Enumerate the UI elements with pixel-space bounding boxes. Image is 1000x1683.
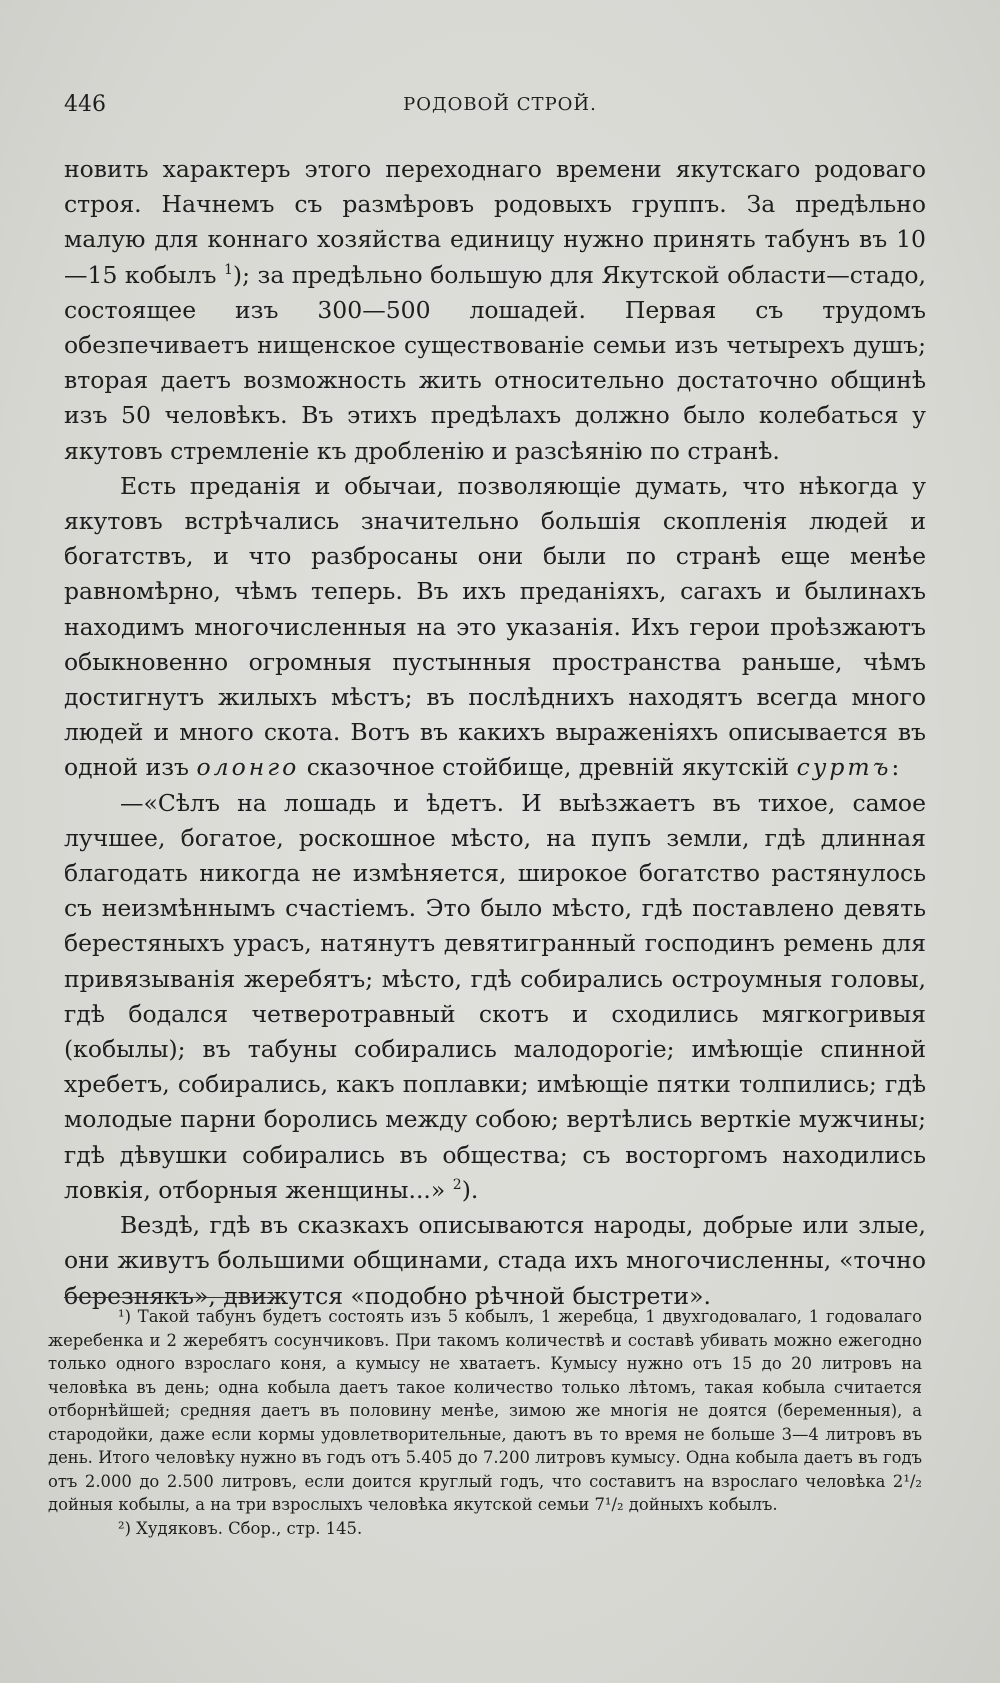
paragraph-2 (64, 469, 926, 786)
footnotes (48, 1305, 922, 1540)
paragraph-2-text-c: : (891, 753, 900, 782)
paragraph-3-quote (64, 786, 926, 1208)
footnote-divider (64, 1297, 284, 1298)
running-head: РОДОВОЙ СТРОЙ. (403, 94, 597, 115)
paragraph-1-end: ); за предѣльно большую для Якутской области—стадо, состоящее изъ 300—500 лошадей. Первая съ трудомъ обезпечиваетъ нищенское существованіе семьи изъ четырехъ душъ; вторая даетъ возможность жить относительно достаточно общинѣ изъ 50 человѣкъ. Въ этихъ предѣлахъ должно было колебаться у якутовъ стремленіе къ дробленію и разсѣянію по странѣ. (64, 260, 926, 465)
paragraph-3-text: —«Сѣлъ на лошадь и ѣдетъ. И выѣзжаетъ въ тихое, самое лучшее, богатое, роскошное мѣсто, на пупъ земли, гдѣ длинная благодать никогда не измѣняется, широкое богатство растянулось съ неизмѣннымъ счастіемъ. Это было мѣсто, гдѣ поставлено девять берестяныхъ урасъ, натянутъ девятигранный господинъ ремень для привязыванія жеребятъ; мѣсто, гдѣ собирались остроумныя головы, гдѣ бодался четверотравный скотъ и сходились мягкогривыя (кобылы); въ табуны собирались малодорогіе; имѣющіе спинной хребетъ, собирались, какъ поплавки; имѣющіе пятки толпились; гдѣ молодые парни боролись между собою; вертѣлись верткіе мужчины; гдѣ дѣвушки собирались въ общества; съ восторгомъ находились ловкія, отборныя женщины...» (64, 788, 926, 1204)
page-header (64, 92, 936, 128)
page-number: 446 (64, 92, 106, 117)
footnote-1: ¹) Такой табунъ будетъ состоять изъ 5 кобылъ, 1 жеребца, 1 двухгодовалаго, 1 годовалаго жеребенка и 2 жеребятъ сосунчиковъ. При такомъ количествѣ и составѣ убивать можно ежегодно только одного взрослаго коня, а кумысу не хватаетъ. Кумысу нужно отъ 15 до 20 литровъ на человѣка въ день; одна кобыла даетъ такое количество только лѣтомъ, такая кобыла считается отборнѣйшей; средняя даетъ въ половину менѣе, зимою же многія не доятся (беременныя), а стародойки, даже если кормы удовлетворительные, даютъ въ то время не больше 3—4 литровъ въ день. Итого человѣку нужно въ годъ отъ 5.405 до 7.200 литровъ кумысу. Одна кобыла даетъ въ годъ отъ 2.000 до 2.500 литровъ, если доится круглый годъ, что составитъ на взрослаго человѣка 2¹/₂ дойныя кобылы, а на три взрослыхъ человѣка якутской семьи 7¹/₂ дойныхъ кобылъ. (48, 1307, 922, 1514)
paragraph-1-text: новить характеръ этого переходнаго времени якутскаго родоваго строя. Начнемъ съ размѣровъ родовыхъ группъ. За предѣльно малую для коннаго хозяйства единицу нужно принять табунъ въ 10—15 кобылъ (64, 155, 926, 289)
footnote-ref-2: 2 (452, 1177, 462, 1194)
footnote-2: ²) Худяковъ. Сбор., стр. 145. (118, 1518, 363, 1538)
paragraph-1 (64, 152, 926, 469)
term-surt: суртъ (796, 753, 892, 782)
footnote-ref-1: 1 (224, 261, 233, 278)
paragraph-2-text-b: сказочное стойбище, древній якутскій (306, 753, 790, 782)
term-olongo: олонго (196, 753, 300, 782)
paragraph-2-text-a: Есть преданія и обычаи, позволяющіе думать, что нѣкогда у якутовъ встрѣчались значительно большія скопленія людей и богатствъ, и что разбросаны они были по странѣ еще менѣе равномѣрно, чѣмъ теперь. Въ ихъ преданіяхъ, сагахъ и былинахъ находимъ многочисленныя на это указанія. Ихъ герои проѣзжаютъ обыкновенно огромныя пустынныя пространства раньше, чѣмъ достигнутъ жилыхъ мѣстъ; въ послѣднихъ находятъ всегда много людей и много скота. Вотъ въ какихъ выраженіяхъ описывается въ одной изъ (64, 471, 926, 782)
paragraph-4-text: Вездѣ, гдѣ въ сказкахъ описываются народы, добрые или злые, они живутъ большими общинами, стада ихъ многочисленны, «точно березнякъ», движутся «подобно рѣчной быстрети». (64, 1211, 926, 1310)
paragraph-3-end: ). (461, 1175, 479, 1204)
main-text (64, 152, 926, 1314)
